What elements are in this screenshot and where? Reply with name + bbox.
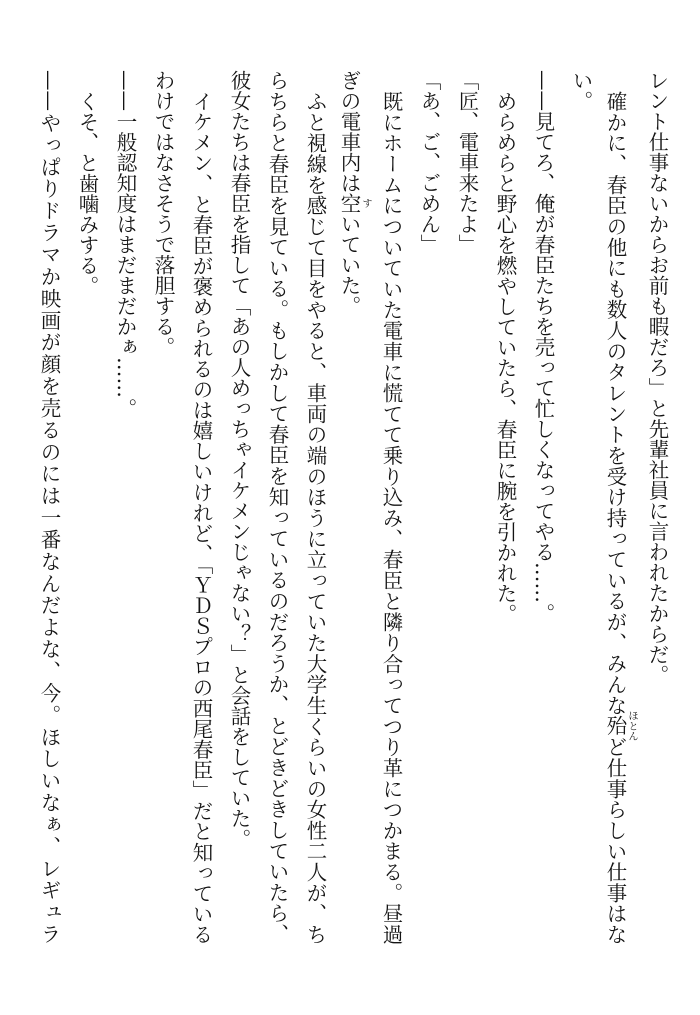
text-column-13: イケメン、と春臣が褒められるのは嬉しいけれど、「ＹＤＳプロの西尾春臣」だと知っている (189, 90, 213, 944)
column-text-before-ruby: ぎの電車内は (337, 70, 361, 193)
text-column-2 (600, 70, 638, 944)
ruby-reading: ほとん (626, 710, 638, 741)
ruby-word (337, 193, 372, 214)
ruby-reading: す (360, 193, 372, 214)
text-column-16: くそ、と歯噛みする。 (75, 90, 99, 296)
text-column-12: 彼女たちは春臣を指して「あの人めっちゃイケメンじゃない？」と会話をしていた。 (227, 70, 251, 849)
column-text-after-ruby: ど仕事らしい仕事はな (603, 735, 627, 945)
text-column-14: わけではなさそうで落胆する。 (151, 70, 175, 357)
text-column-6: 「匠、電車来たよ」 (455, 70, 479, 255)
ruby-base: 空 (337, 193, 361, 214)
text-column-1: レント仕事ないからお前も暇だろ」と先輩社員に言われたからだ。 (645, 70, 669, 685)
column-text-after-ruby: いていた。 (337, 213, 361, 316)
text-column-7: 「あ、ご、ごめん」 (417, 70, 441, 255)
text-column-4: ——見てろ、俺が春臣たちを売って忙しくなってやる……。 (531, 70, 555, 624)
vertical-text-body (30, 70, 676, 944)
ruby-word (603, 710, 638, 741)
text-column-17: ——やっぱりドラマか映画が顔を売るのには一番なんだよな、今。ほしいなぁ、レギュラ (37, 70, 61, 944)
column-text-before-ruby: 確かに、春臣の他にも数人のタレントを受け持っているが、みんな (603, 90, 627, 716)
text-column-9 (334, 70, 372, 944)
text-column-8: 既にホームについていた電車に慌てて乗り込み、春臣と隣り合ってつり革につかまる。昼過 (379, 90, 403, 945)
ruby-base: 殆 (603, 710, 627, 741)
text-column-15: ——一般認知度はまだまだかぁ……。 (113, 70, 137, 419)
text-column-3: い。 (569, 70, 593, 111)
text-column-10: ふと視線を感じて目をやると、車両の端のほうに立っていた大学生くらいの女性二人が、ち (303, 90, 327, 944)
text-column-5: めらめらと野心を燃やしていたら、春臣に腕を引かれた。 (493, 90, 517, 624)
text-column-11: らちらと春臣を見ている。もしかして春臣を知っているのだろうか、とどきどきしていたら、 (265, 70, 289, 944)
